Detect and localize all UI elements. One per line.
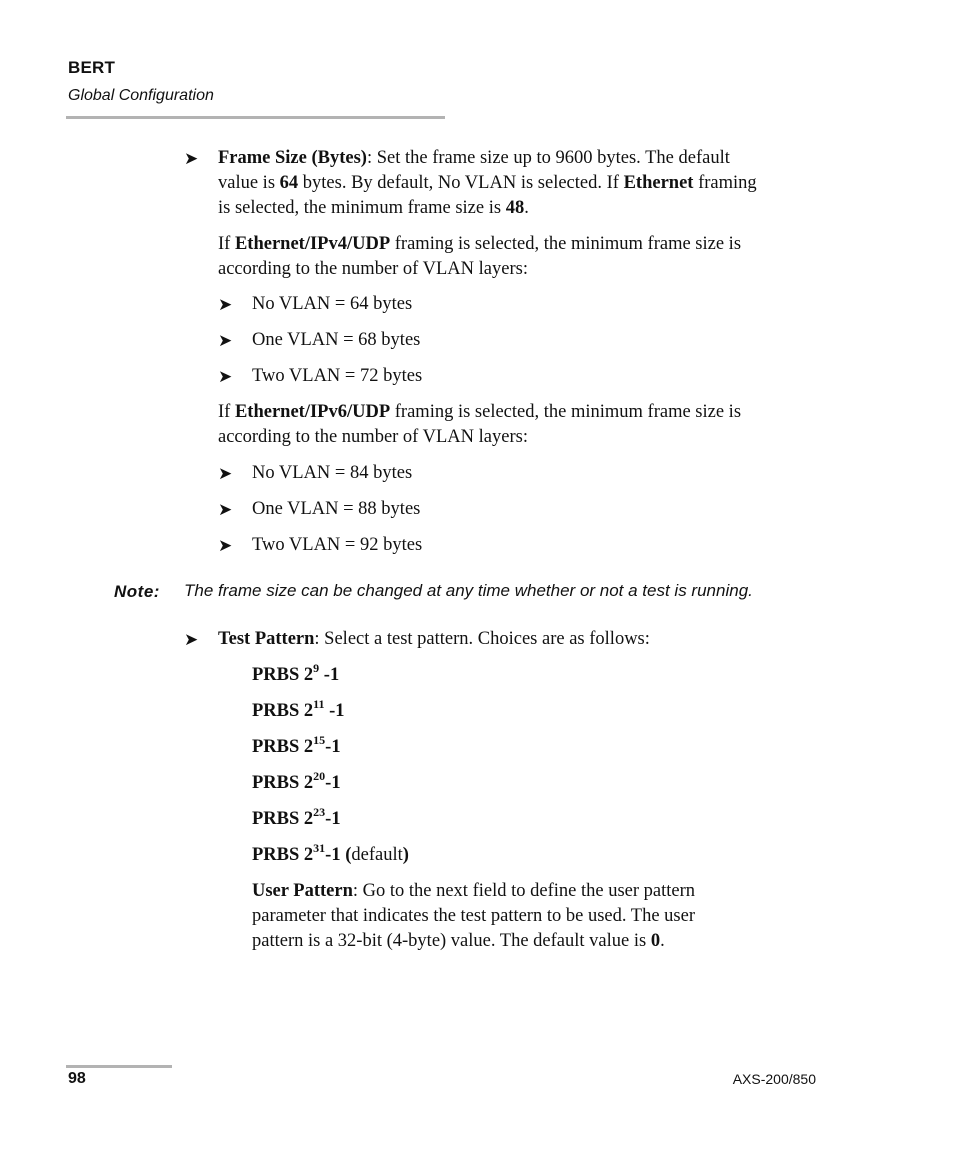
header-divider	[66, 116, 445, 119]
product-model: AXS-200/850	[732, 1071, 816, 1087]
user-pattern-line-1: User Pattern: Go to the next field to define the user pattern	[252, 881, 696, 901]
list-item: Two VLAN = 92 bytes	[252, 535, 423, 555]
test-pattern-label: Test Pattern	[218, 629, 315, 649]
pattern-option: PRBS $2^9$ -1	[252, 660, 340, 685]
note-label: Note:	[114, 582, 160, 601]
user-pattern-line-3: pattern is a 32-bit (4-byte) value. The default value is 0.	[252, 931, 665, 951]
arrow-bullet-icon: ➤	[184, 630, 199, 649]
list-item: One VLAN = 88 bytes	[252, 499, 421, 519]
frame-size-label: Frame Size (Bytes)	[218, 148, 367, 168]
arrow-bullet-icon: ➤	[218, 500, 233, 519]
list-item: No VLAN = 84 bytes	[252, 463, 413, 483]
pattern-option: PRBS $2^{23}-1$	[252, 804, 341, 829]
section-subtitle: Global Configuration	[68, 87, 214, 104]
list-item: Two VLAN = 72 bytes	[252, 366, 423, 386]
pattern-option: PRBS $2^{11}$ -1	[252, 696, 345, 721]
ipv4-line-1: If Ethernet/IPv4/UDP framing is selected, the minimum frame size is	[218, 234, 742, 254]
arrow-bullet-icon: ➤	[218, 331, 233, 350]
note-text: The frame size can be changed at any time whether or not a test is running.	[184, 581, 753, 600]
ipv6-line-1: If Ethernet/IPv6/UDP framing is selected, the minimum frame size is	[218, 402, 742, 422]
arrow-bullet-icon: ➤	[218, 464, 233, 483]
pattern-option: PRBS $2^{20}-1$	[252, 768, 341, 793]
arrow-bullet-icon: ➤	[218, 536, 233, 555]
list-item: One VLAN = 68 bytes	[252, 330, 421, 350]
arrow-bullet-icon: ➤	[184, 149, 199, 168]
user-pattern-label: User Pattern	[252, 881, 353, 901]
frame-size-line-2: value is 64 bytes. By default, No VLAN is selected. If Ethernet framing	[218, 173, 757, 193]
pattern-option: PRBS $2^{15}-1$	[252, 732, 341, 757]
ipv4-line-2: according to the number of VLAN layers:	[218, 259, 528, 279]
footer-divider	[66, 1065, 172, 1068]
frame-size-line-3: is selected, the minimum frame size is 48.	[218, 198, 529, 218]
arrow-bullet-icon: ➤	[218, 367, 233, 386]
chapter-title: BERT	[68, 58, 116, 77]
arrow-bullet-icon: ➤	[218, 295, 233, 314]
page-number: 98	[68, 1070, 86, 1087]
test-pattern-line: Test Pattern: Select a test pattern. Choices are as follows:	[218, 629, 650, 649]
frame-size-line-1: Frame Size (Bytes): Set the frame size up to 9600 bytes. The default	[218, 148, 730, 168]
ipv6-line-2: according to the number of VLAN layers:	[218, 427, 528, 447]
list-item: No VLAN = 64 bytes	[252, 294, 413, 314]
pattern-option-default: PRBS $2^{31}-1$ (default)	[252, 840, 409, 865]
user-pattern-line-2: parameter that indicates the test pattern to be used. The user	[252, 906, 695, 926]
